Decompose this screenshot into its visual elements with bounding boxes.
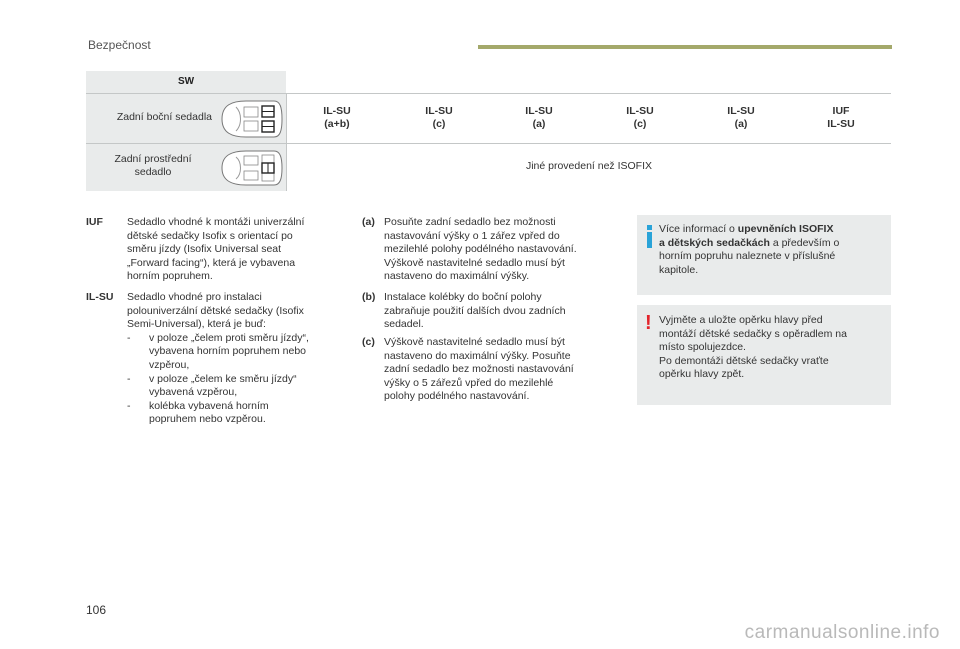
warning-text: opěrku hlavy zpět. <box>659 368 745 381</box>
list-line: v poloze „čelem proti směru jízdy“, <box>149 331 309 344</box>
warning-text: místo spolujezdce. <box>659 341 746 354</box>
term-iuf: IUF <box>86 216 103 228</box>
def-c-line: polohy podélného nastavování. <box>384 390 530 403</box>
def-b-line: sedadel. <box>384 318 424 331</box>
row-data-side-seats <box>286 94 891 144</box>
def-iuf <box>127 216 352 284</box>
list-item <box>127 373 352 400</box>
def-b <box>384 291 624 332</box>
def-a <box>384 216 624 284</box>
cell-non-isofix: Jiné provedení než ISOFIX <box>525 160 653 172</box>
info-text-bold: upevněních ISOFIX <box>737 223 834 235</box>
def-a-line: nastavování výšky o 1 zářez vpřed do <box>384 229 560 242</box>
info-text-bold: a dětských sedačkách <box>659 236 770 249</box>
list-line: vzpěrou, <box>149 358 190 371</box>
cell-il-su-a-2: IL-SU (a) <box>727 105 755 130</box>
info-text: kapitole. <box>659 263 699 276</box>
info-icon <box>646 225 652 249</box>
cell-il-su-c: IL-SU (c) <box>425 105 453 130</box>
section-title: Bezpečnost <box>88 38 151 52</box>
term-a: (a) <box>362 216 375 228</box>
def-iuf-line: horním popruhem. <box>127 270 213 283</box>
car-seat-middle-icon <box>216 147 286 189</box>
cell-iuf-il-su: IUF IL-SU <box>827 105 855 130</box>
warning-note-text <box>659 314 883 382</box>
term-c: (c) <box>362 336 375 348</box>
def-c-line: Výškově nastavitelné sedadlo musí být <box>384 336 565 348</box>
def-iuf-line: „Forward facing“), která je vybavena <box>127 256 296 269</box>
info-text: horním popruhu naleznete v příslušné <box>659 250 836 263</box>
def-a-line: nastaveno do maximální výšky. <box>384 270 530 283</box>
info-note <box>637 215 891 295</box>
list-line: vybavena horním popruhem nebo <box>149 345 307 358</box>
info-text: Více informací o <box>659 223 738 235</box>
table-row-middle-seat <box>86 143 891 191</box>
def-iuf-line: dětské sedačky Isofix s orientací po <box>127 229 293 242</box>
def-il-su <box>127 291 352 427</box>
row-data-middle-seat <box>286 144 891 191</box>
watermark: carmanualsonline.info <box>744 622 940 643</box>
def-il-su-line: Sedadlo vhodné pro instalaci <box>127 291 262 303</box>
info-text: a především o <box>769 236 840 249</box>
list-dash: - <box>127 331 131 344</box>
warning-text: montáží dětské sedačky s opěradlem na <box>659 327 847 340</box>
list-line: vybavená vzpěrou, <box>149 386 238 399</box>
warning-text: Vyjměte a uložte opěrku hlavy před <box>659 314 823 326</box>
info-note-text <box>659 223 883 277</box>
row-label-side-seats: Zadní boční sedadla <box>116 111 212 123</box>
term-il-su: IL-SU <box>86 291 114 303</box>
car-seats-side-icon <box>216 97 286 141</box>
def-iuf-line: směru jízdy (Isofix Universal seat <box>127 243 282 256</box>
warning-note <box>637 305 891 405</box>
list-item <box>127 400 352 427</box>
def-c-line: zadní sedadlo bez možnosti nastavování <box>384 363 574 376</box>
def-c <box>384 336 624 404</box>
def-a-line: mezilehlé polohy podélného nastavování. <box>384 243 577 256</box>
def-b-line: zabraňuje použití dalších dvou zadních <box>384 304 566 317</box>
list-line: popruhem nebo vzpěrou. <box>149 413 266 426</box>
warning-icon: ! <box>645 312 652 334</box>
def-b-line: Instalace kolébky do boční polohy <box>384 291 542 303</box>
def-iuf-line: Sedadlo vhodné k montáži univerzální <box>127 216 305 228</box>
cell-il-su-ab: IL-SU (a+b) <box>323 105 351 130</box>
warning-text: Po demontáži dětské sedačky vraťte <box>659 354 829 367</box>
list-dash: - <box>127 399 131 412</box>
table-header-sw: SW <box>86 71 286 93</box>
def-c-line: nastaveno do maximální výšky. Posuňte <box>384 349 571 362</box>
section-accent-bar <box>478 45 892 49</box>
def-il-su-line: polouniverzální dětské sedačky (Isofix <box>127 304 304 317</box>
list-item <box>127 332 352 373</box>
def-il-su-line: Semi-Universal), která je buď: <box>127 318 266 331</box>
def-c-line: výšky o 5 zářezů vpřed do mezilehlé <box>384 376 554 389</box>
cell-il-su-c-2: IL-SU (c) <box>626 105 654 130</box>
list-dash: - <box>127 372 131 385</box>
list-line: kolébka vybavená horním <box>149 399 269 412</box>
list-line: v poloze „čelem ke směru jízdy“ <box>149 372 297 385</box>
cell-il-su-a: IL-SU (a) <box>525 105 553 130</box>
table-row-side-seats <box>86 93 891 144</box>
page-number: 106 <box>86 603 107 617</box>
def-a-line: Výškově nastavitelné sedadlo musí být <box>384 256 565 269</box>
term-b: (b) <box>362 291 376 303</box>
row-label-middle-seat: Zadní prostřední sedadlo <box>114 153 192 178</box>
def-a-line: Posuňte zadní sedadlo bez možnosti <box>384 216 556 228</box>
